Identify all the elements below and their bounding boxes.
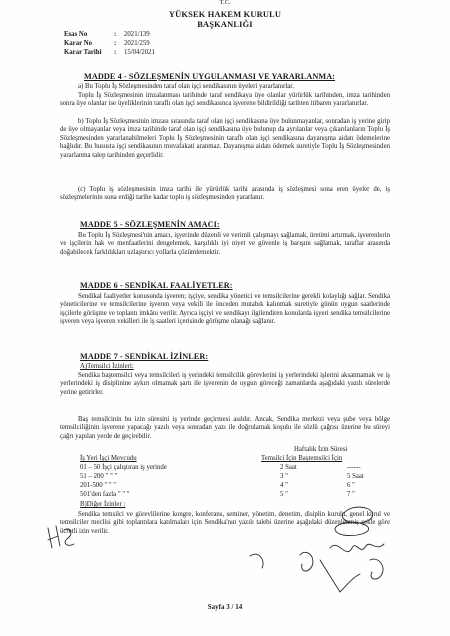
article-7-para-2: Baş temsilcinin bu izin süresini iş yerinde geçirmesi asıldır. Ancak, Sendika merkezi veya şube veya bölge temsilciliğinin işverene yapacağı yazılı veya sonradan yazı ile doğrulamak koşulu ile sözlü çağrısı üzerine bu süreyi çağrı yapılan yerde de geçirebilir.: [60, 416, 390, 440]
article-4-para-c: (c) Toplu iş sözleşmesinin imza tarihi ile yürürlük tarihi arasında iş sözleşmesi sona eren üyeler de, iş sözleşmelerinin sona erdiği tarihe kadar toplu iş sözleşmesinden yararlanır.: [60, 186, 390, 202]
leave-table-head-top: Haftalık İzin Süresi: [294, 446, 348, 453]
article-6-para: Sendikal faaliyetler konusunda işveren; işçiye, sendika yönetici ve temsilcilerine gerekli kolaylığı sağlar. Sendika yöneticilerine ve temsilcilerine işveren veya vekili ile önceden mutabık kalınmak suretiyle günün uygun saatlerinde işçilerle görüşme ve toplantı imkânı verilir. Ayrıca işçiyi ve sendikayı ilgilendiren konularda işyeri sendika temsilcilerine işveren veya işveren vekilleri ile iş saatleri içerisinde görüşme olanağı sağlanır.: [60, 293, 390, 326]
article-5-para: Bu Toplu İş Sözleşmesi'nin amacı, işyerinde düzenli ve verimli çalışmayı sağlamak, üretimi artırmak, işverenlerin ve işçilerin hak ve menfaatlerini dengelemek, karşılıklı iyi niyet ve güvenle iş barışını sağlamak, taraflar arasında doğabilecek farklılıkları uzlaştırıcı yollarla çözümlemektir.: [60, 232, 390, 256]
article-7-title: MADDE 7 - SENDİKAL İZİNLER:: [80, 352, 209, 361]
institution-name: YÜKSEK HAKEM KURULU: [168, 10, 282, 19]
article-7-para-1: Sendika baştemsilci veya temsilcileri iş yerindeki temsilcilik görevlerini iş yerlerindeki işlerini aksatmamak ve iş yerlerindeki iş disiplinine aykırı olmamak şartı ile işverenin de uygun göreceği zamanlarda aşağıdaki yazılı sürelerde yerine getirirler.: [60, 372, 390, 396]
document-page: T.C. YÜKSEK HAKEM KURULU BAŞKANLIĞI Esas No : 2021/139 Karar No : 2021/259 Karar Tarihi : 15/04/2021 MADDE 4 - SÖZLEŞMENİN UYGULANMASI VE YARARLANMA: a) Bu Toplu İş Sözleşmesinden taraf olan işçi sendikasının üyeleri yararlanırlar. Toplu İş Sözleşmesinin imzalanması tarihinde taraf sendikaya üye olanlar yürürlük tarihinden, imza tarihinden sonra üye olanlar ise üyeliklerinin taraflı olan işçi sendikasınca işverene bildirildiği tarihten itibaren yararlanırlar. b) Toplu İş Sözleşmesinin imzası sırasında taraf olan işçi sendikasına üye bulunmayanlar, sonradan iş yerine girip de üye olmayanlar veya imza tarihinde taraf olan işçi sendikasına üye bulunup da ayrılanlar veya çıkarılanların Toplu İş Sözleşmesinden yararlanabilmeleri Toplu İş Sözleşmesinin taraflı olan işçi sendikasına dayanışma aidatı ödemelerine bağlıdır. Bu hususta işçi sendikasının muvafakati aranmaz. Dayanışma aidatı ödemek suretiyle Toplu İş Sözleşmesinden yararlanma talep tarihinden geçerlidir. (c) Toplu iş sözleşmesinin imza tarihi ile yürürlük tarihi arasında iş sözleşmesi sona eren üyeler de, iş sözleşmelerinin sona erdiği tarihe kadar toplu iş sözleşmesinden yararlanır. MADDE 5 - SÖZLEŞMENİN AMACI: Bu Toplu İş Sözleşmesi'nin amacı, işyerinde düzenli ve verimli çalışmayı sağlamak, üretimi artırmak, işverenlerin ve işçilerin hak ve menfaatlerini dengelemek, karşılıklı iyi niyet ve güvenle iş barışını sağlamak, taraflar arasında doğabilecek farklılıkları uzlaştırıcı yollarla çözümlemektir. MADDE 6 - SENDİKAL FAALİYETLER: Sendikal faaliyetler konusunda işveren; işçiye, sendika yönetici ve temsilcilerine gerekli kolaylığı sağlar. Sendika yöneticilerine ve temsilcilerine işveren veya vekili ile önceden mutabık kalınmak suretiyle günün uygun saatlerinde işçilerle görüşme ve toplantı imkânı verilir. Ayrıca işçiyi ve sendikayı ilgilendiren konularda işyeri sendika temsilcilerine işveren veya işveren vekilleri ile iş saatleri içerisinde görüşme olanağı sağlanır. MADDE 7 - SENDİKAL İZİNLER: A)Temsilci İzinleri: Sendika baştemsilci veya temsilcileri iş yerindeki temsilcilik görevlerini iş yerlerindeki işlerini aksatmamak ve iş yerlerindeki iş disiplinine aykırı olmamak şartı ile işverenin de uygun göreceği zamanlarda aşağıdaki yazılı sürelerde yerine getirirler. Baş temsilcinin bu izin süresini iş yerinde geçirmesi asıldır. Ancak, Sendika merkezi veya şube veya bölge temsilciliğinin işverene yapacağı yazılı veya sonradan yazı ile doğrulamak koşulu ile sözlü çağrısı üzerine bu süreyi çağrı yapılan yerde de geçirebilir. Haftalık İzin Süresi İş Yeri İşçi Mevcudu Temsilci İçin Baştemsilci İçin 01 – 50 İşçi çalıştıran iş yerinde 2 Saat ------ 51 – 200 " " " 3 " 5 Saat 201-500 " " " 4 " 6 " 501'den fazla " " " 5 " 7 " B)Diğer İzinler : Sendika temsilci ve görevlilerine kongre, konferans, seminer, yönetim, denetim, disiplin kurulu, genel kurul ve temsilciler meclisi gibi toplantılara katılmaları için Sendika'nın yazılı talebi üzerine aşağıdaki düzenlenmiş şekle göre ücretli izin verilir. Sayfa 3 / 14: [0, 0, 450, 636]
article-5-title: MADDE 5 - SÖZLEŞMENİN AMACI:: [80, 220, 220, 229]
article-7-para-3: Sendika temsilci ve görevlilerine kongre, konferans, seminer, yönetim, denetim, disiplin kurulu, genel kurul ve temsilciler meclisi gibi toplantılara katılmaları için Sendika'nın yazılı talebi üzerine aşağıdaki düzenlenmiş şekle göre ücretli izin verilir.: [60, 511, 390, 535]
article-4-title: MADDE 4 - SÖZLEŞMENİN UYGULANMASI VE YARARLANMA:: [84, 72, 336, 81]
meta-karar-no: Karar No : 2021/259: [64, 40, 150, 47]
page-number: Sayfa 3 / 14: [207, 603, 243, 611]
meta-esas-no: Esas No : 2021/139: [64, 31, 150, 38]
meta-karar-tarihi: Karar Tarihi : 15/04/2021: [64, 49, 155, 56]
institution-department: BAŞKANLIĞI: [197, 20, 253, 29]
article-6-title: MADDE 6 - SENDİKAL FAALİYETLER:: [80, 281, 233, 290]
article-4-para-1: Toplu İş Sözleşmesinin imzalanması tarihinde taraf sendikaya üye olanlar yürürlük tarihinden, imza tarihinden sonra üye olanlar ise üyeliklerinin taraflı olan işçi sendikasınca işverene bildirildiği tarihten itibaren yararlanırlar.: [60, 92, 390, 108]
leave-table-head-left: İş Yeri İşçi Mevcudu: [80, 455, 137, 462]
article-7-sub-b: B)Diğer İzinler :: [80, 501, 126, 508]
leave-table-head-right: Temsilci İçin Baştemsilci İçin: [261, 455, 343, 462]
header-top-mark: T.C.: [219, 0, 231, 6]
article-4-para-a: a) Bu Toplu İş Sözleşmesinden taraf olan işçi sendikasının üyeleri yararlanırlar.: [78, 83, 294, 90]
article-7-sub-a: A)Temsilci İzinleri:: [80, 363, 134, 370]
article-4-para-b: b) Toplu İş Sözleşmesinin imzası sırasında taraf olan işçi sendikasına üye bulunmayanlar, sonradan iş yerine girip de üye olmayanlar veya imza tarihinde taraf olan işçi sendikasına üye bulunup da ayrılanlar veya çıkarılanların Toplu İş Sözleşmesinden yararlanabilmeleri Toplu İş Sözleşmesinin taraflı olan işçi sendikasına dayanışma aidatı ödemelerine bağlıdır. Bu hususta işçi sendikasının muvafakati aranmaz. Dayanışma aidatı ödemek suretiyle Toplu İş Sözleşmesinden yararlanma talep tarihinden geçerlidir.: [60, 118, 390, 159]
